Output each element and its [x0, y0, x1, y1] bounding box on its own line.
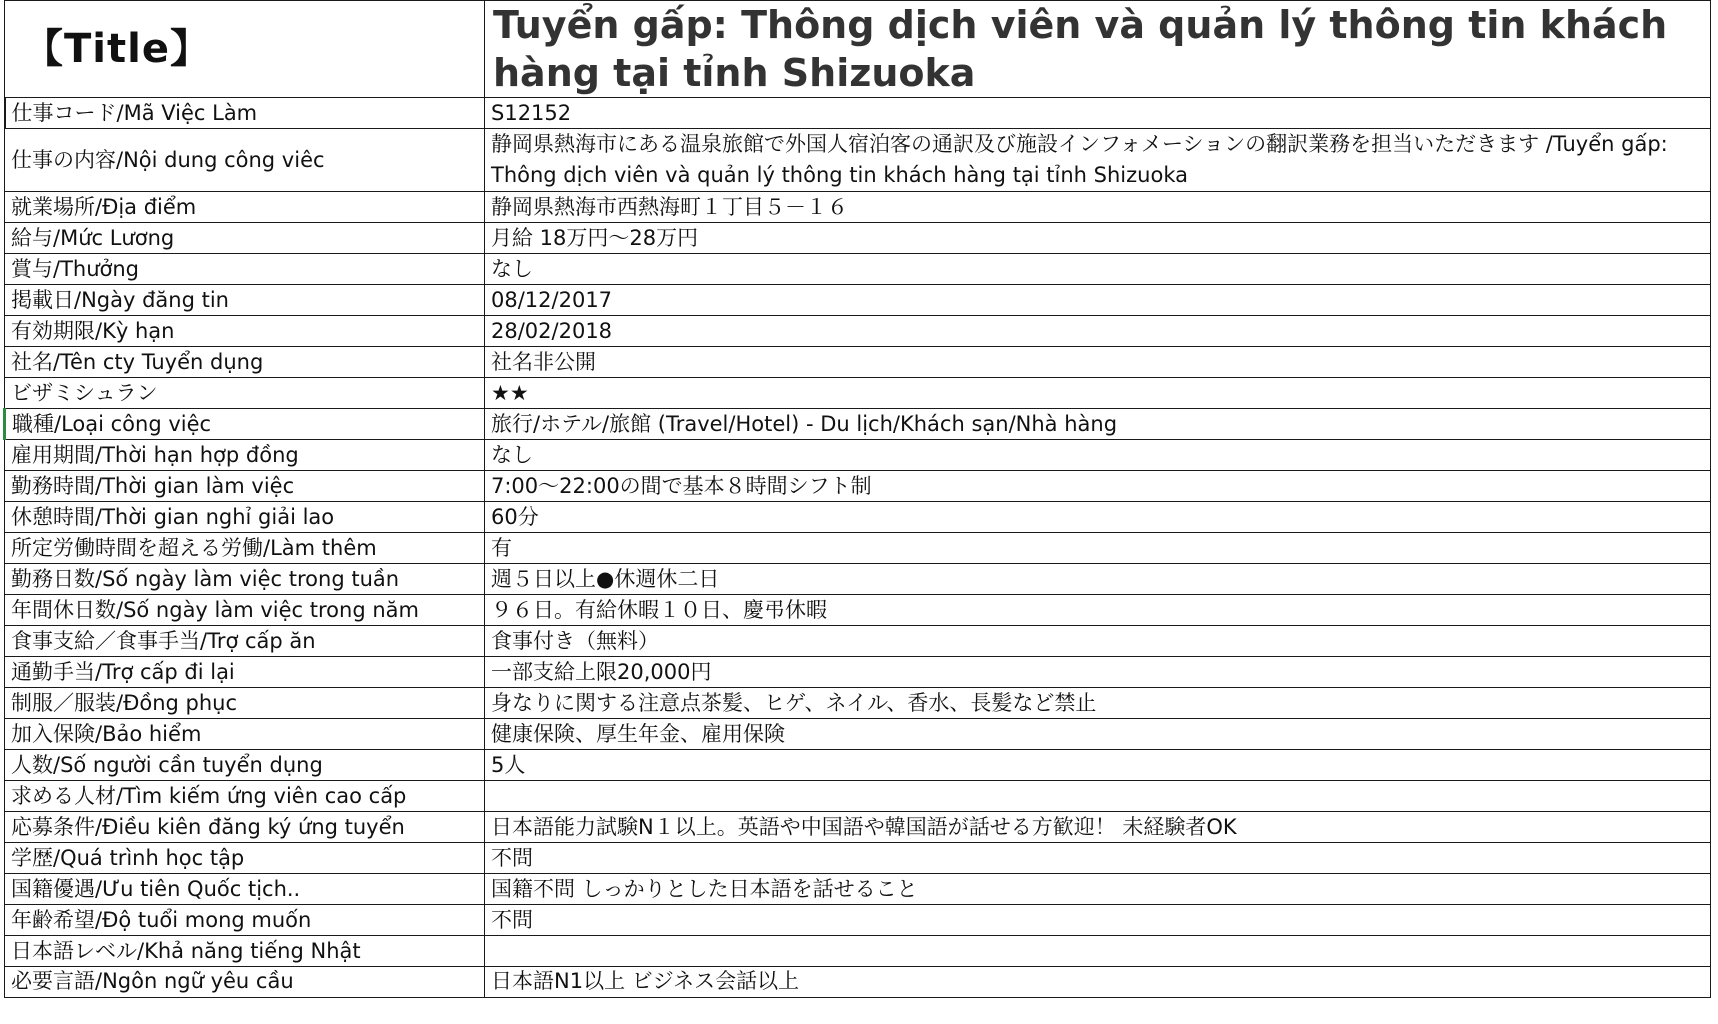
value-job-type: 旅行/ホテル/旅館 (Travel/Hotel) - Du lịch/Khách sạn/Nhà hàng: [485, 409, 1711, 440]
label-break-time: 休憩時間/Thời gian nghỉ giải lao: [5, 502, 485, 533]
label-weekly-days: 勤務日数/Số ngày làm việc trong tuần: [5, 564, 485, 595]
label-commute-allowance: 通勤手当/Trợ cấp đi lại: [5, 657, 485, 688]
value-job-description: 静岡県熱海市にある温泉旅館で外国人宿泊客の通訳及び施設インフォメーションの翻訳業務を担当いただきます /Tuyển gấp: Thông dịch viên và quản lý thông tin khách hàng tại tỉnh Shizuoka: [485, 129, 1711, 192]
value-contract-period: なし: [485, 440, 1711, 471]
row-job-type: [5, 409, 1711, 440]
value-nationality: 国籍不問 しっかりとした日本語を話せること: [485, 874, 1711, 905]
row-expiry: [5, 316, 1711, 347]
row-uniform: [5, 688, 1711, 719]
value-company: 社名非公開: [485, 347, 1711, 378]
title-label: 【Title】: [5, 1, 485, 98]
label-salary: 給与/Mức Lương: [5, 223, 485, 254]
label-japanese-level: 日本語レベル/Khả năng tiếng Nhật: [5, 936, 485, 967]
label-nationality: 国籍優遇/Ưu tiên Quốc tịch..: [5, 874, 485, 905]
row-break-time: [5, 502, 1711, 533]
row-required-language: [5, 967, 1711, 998]
title-row: [5, 1, 1711, 98]
row-company: [5, 347, 1711, 378]
row-post-date: [5, 285, 1711, 316]
value-meal-allowance: 食事付き（無料）: [485, 626, 1711, 657]
row-requirements: [5, 812, 1711, 843]
value-salary: 月給 18万円～28万円: [485, 223, 1711, 254]
row-meal-allowance: [5, 626, 1711, 657]
value-uniform: 身なりに関する注意点茶髪、ヒゲ、ネイル、香水、長髪など禁止: [485, 688, 1711, 719]
row-overtime: [5, 533, 1711, 564]
label-headcount: 人数/Số người cần tuyển dụng: [5, 750, 485, 781]
label-annual-days: 年間休日数/Số ngày làm việc trong năm: [5, 595, 485, 626]
value-education: 不問: [485, 843, 1711, 874]
label-overtime: 所定労働時間を超える労働/Làm thêm: [5, 533, 485, 564]
row-weekly-days: [5, 564, 1711, 595]
label-insurance: 加入保険/Bảo hiểm: [5, 719, 485, 750]
label-age: 年齢希望/Độ tuổi mong muốn: [5, 905, 485, 936]
value-headcount: 5人: [485, 750, 1711, 781]
value-desired-candidate: [485, 781, 1711, 812]
value-bonus: なし: [485, 254, 1711, 285]
row-nationality: [5, 874, 1711, 905]
value-post-date: 08/12/2017: [485, 285, 1711, 316]
label-education: 学歴/Quá trình học tập: [5, 843, 485, 874]
value-overtime: 有: [485, 533, 1711, 564]
label-contract-period: 雇用期間/Thời hạn hợp đồng: [5, 440, 485, 471]
row-insurance: [5, 719, 1711, 750]
label-working-hours: 勤務時間/Thời gian làm việc: [5, 471, 485, 502]
label-desired-candidate: 求める人材/Tìm kiếm ứng viên cao cấp: [5, 781, 485, 812]
value-japanese-level: [485, 936, 1711, 967]
job-title: Tuyển gấp: Thông dịch viên và quản lý thông tin khách hàng tại tỉnh Shizuoka: [485, 1, 1711, 98]
value-job-code: S12152: [485, 98, 1711, 129]
row-salary: [5, 223, 1711, 254]
label-company: 社名/Tên cty Tuyển dụng: [5, 347, 485, 378]
row-desired-candidate: [5, 781, 1711, 812]
row-annual-days: [5, 595, 1711, 626]
label-location: 就業場所/Địa điểm: [5, 192, 485, 223]
value-location: 静岡県熱海市西熱海町１丁目５－１６: [485, 192, 1711, 223]
row-location: [5, 192, 1711, 223]
value-age: 不問: [485, 905, 1711, 936]
label-job-description: 仕事の内容/Nội dung công viêc: [5, 129, 485, 192]
row-bonus: [5, 254, 1711, 285]
value-requirements: 日本語能力試験N１以上。英語や中国語や韓国語が話せる方歓迎！ 未経験者OK: [485, 812, 1711, 843]
row-japanese-level: [5, 936, 1711, 967]
row-job-code: [5, 98, 1711, 129]
value-weekly-days: 週５日以上●休週休二日: [485, 564, 1711, 595]
job-listing-table: [3, 0, 1711, 998]
row-contract-period: [5, 440, 1711, 471]
value-break-time: 60分: [485, 502, 1711, 533]
label-expiry: 有効期限/Kỳ hạn: [5, 316, 485, 347]
row-education: [5, 843, 1711, 874]
row-headcount: [5, 750, 1711, 781]
label-visa-rating: ビザミシュラン: [5, 378, 485, 409]
label-required-language: 必要言語/Ngôn ngữ yêu cầu: [5, 967, 485, 998]
label-post-date: 掲載日/Ngày đăng tin: [5, 285, 485, 316]
row-visa-rating: [5, 378, 1711, 409]
label-requirements: 応募条件/Điều kiên đăng ký ứng tuyển: [5, 812, 485, 843]
value-commute-allowance: 一部支給上限20,000円: [485, 657, 1711, 688]
row-job-description: [5, 129, 1711, 192]
value-annual-days: ９６日。有給休暇１０日、慶弔休暇: [485, 595, 1711, 626]
label-job-type: 職種/Loại công việc: [5, 409, 485, 440]
label-bonus: 賞与/Thưởng: [5, 254, 485, 285]
label-job-code: 仕事コード/Mã Việc Làm: [5, 98, 485, 129]
row-commute-allowance: [5, 657, 1711, 688]
value-required-language: 日本語N1以上 ビジネス会話以上: [485, 967, 1711, 998]
value-working-hours: 7:00～22:00の間で基本８時間シフト制: [485, 471, 1711, 502]
row-age: [5, 905, 1711, 936]
label-uniform: 制服／服装/Đồng phục: [5, 688, 485, 719]
row-working-hours: [5, 471, 1711, 502]
value-expiry: 28/02/2018: [485, 316, 1711, 347]
value-visa-rating: ★★: [485, 378, 1711, 409]
label-meal-allowance: 食事支給／食事手当/Trợ cấp ăn: [5, 626, 485, 657]
value-insurance: 健康保険、厚生年金、雇用保険: [485, 719, 1711, 750]
